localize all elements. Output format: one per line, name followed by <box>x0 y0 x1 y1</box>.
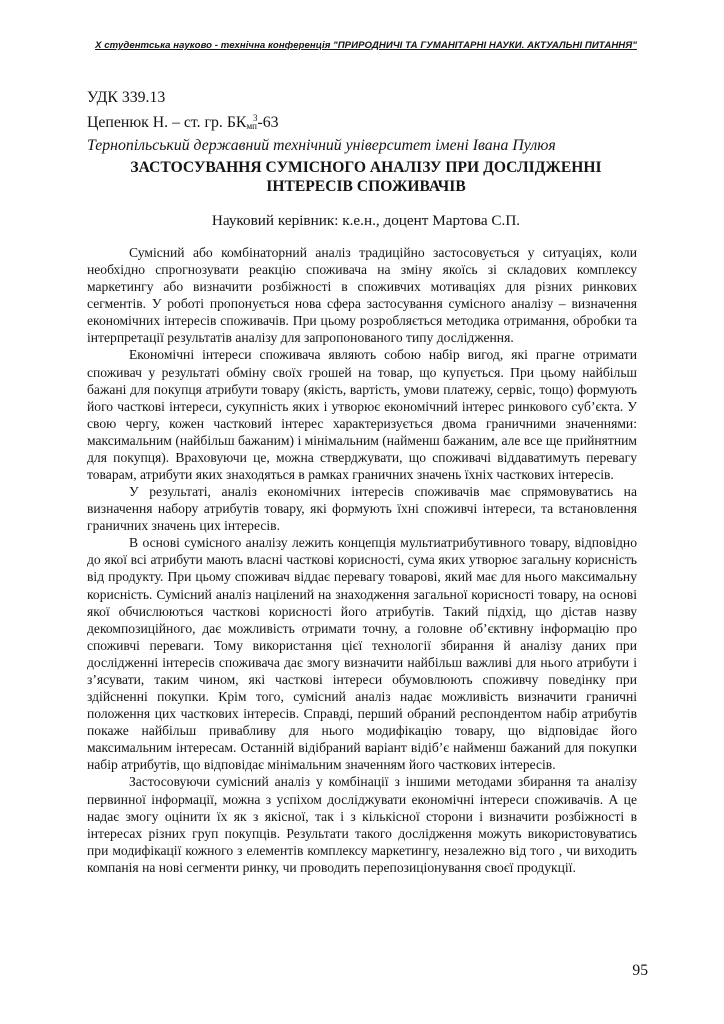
author-line <box>87 108 647 136</box>
title-line-2: ІНТЕРЕСІВ СПОЖИВАЧІВ <box>266 178 466 195</box>
scientific-advisor: Науковий керівник: к.е.н., доцент Мартова С.П. <box>211 212 521 229</box>
paragraph-4: В основі сумісного аналізу лежить концепція мультиатрибутивного товару, відповідно до якої всі атрибути мають власні часткові корисності, сума яких утворює загальну корисність від продукту. При цьому споживач віддає перевагу товарові, який має для нього максимальну корисність. Сумісний аналіз націлений на знаходження загальної корисності товару, на основі якої обчислюються часткові корисності його атрибутів. Такий підхід, що дістав назву декомпозиційного, дає можливість отримати точну, а головне об’єктивну інформацію про споживчі переваги. Тому використання цієї технології збирання й аналізу даних при дослідженні інтересів споживача дає змогу визначити найбільш важливі для нього атрибути і з’ясувати, таким чином, які часткові інтереси обумовлюють споживчу поведінку при здійсненні покупки. Крім того, сумісний аналіз надає можливість визначити граничні положення цих часткових інтересів. Справді, перший обраний респондентом набір атрибутів покаже найбільш привабливу для нього модифікацію товару, що відповідає його максимальним інтересам. Останній відібраний варіант відіб’є найменш бажаний для покупки набір атрибутів, що відповідає мінімальним значенням його часткових інтересів. <box>87 535 637 773</box>
author-group-superscript: 3 <box>252 113 258 123</box>
udc-code: УДК 339.13 <box>87 89 166 106</box>
author-name: Цепенюк Н. – ст. гр. БК <box>87 114 247 131</box>
article-body <box>87 244 637 876</box>
paragraph-3: У результаті, аналіз економічних інтересів споживачів має спрямовуватись на визначення набору атрибутів товару, які формують їхні споживчі інтереси, та встановлення граничних значень цих інтересів. <box>87 484 637 534</box>
article-meta <box>87 88 647 156</box>
author-group-subscript: мп <box>246 121 257 131</box>
paragraph-2: Економічні інтереси споживача являють собою набір вигод, які прагне отримати споживач у результаті обміну своїх грошей на товар, що купується. При цьому найбільш бажані для покупця атрибути товару (якість, вартість, умови платежу, сервіс, тощо) формують його часткові інтереси, сукупність яких і утворює економічний інтерес ринкового суб’єкта. У свою чергу, кожен частковий інтерес характеризується двома граничними значеннями: максимальним (найбільш бажаним) і мінімальним (найменш бажаним, але все ще прийнятним для покупця). Враховуючи це, можна стверджувати, що споживачі віддаватимуть перевагу товарам, атрибути яких знаходяться в рамках граничних значень їхніх часткових інтересів. <box>87 347 637 483</box>
author-group-suffix: -63 <box>257 114 279 131</box>
title-line-1: ЗАСТОСУВАННЯ СУМІСНОГО АНАЛІЗУ ПРИ ДОСЛІДЖЕННІ <box>130 159 602 176</box>
paragraph-1: Сумісний або комбінаторний аналіз традиційно застосовується у ситуаціях, коли необхідно спрогнозувати реакцію споживача на зміну якоїсь зі складових комплексу маркетингу або визначити розбіжності в споживчих мотиваціях для різних ринкових сегментів. У роботі пропонується нова сфера застосування сумісного аналізу – визначення економічних інтересів споживачів. При цьому розробляється методика отримання, обробки та інтерпретації результатів аналізу для запропонованого типу дослідження. <box>87 245 637 346</box>
article-title <box>86 158 646 196</box>
running-header: Х студентська науково - технічна конференція "ПРИРОДНИЧІ ТА ГУМАНІТАРНІ НАУКИ. АКТУАЛЬНІ ПИТАННЯ" <box>95 40 637 51</box>
page-number: 95 <box>632 962 648 979</box>
paragraph-5: Застосовуючи сумісний аналіз у комбінації з іншими методами збирання та аналізу первинної інформації, можна з успіхом досліджувати економічні інтереси споживачів. А це надає змогу оцінити їх як з якісної, так і з кількісної сторони і визначити розбіжності в інтересах різних груп покупців. Результати такого дослідження можуть використовуватись при модифікації кожного з елементів комплексу маркетингу, незалежно від того , чи виходить компанія на нові сегменти ринку, чи проводить перепозиціонування своєї продукції. <box>87 774 637 875</box>
affiliation: Тернопільський державний технічний університет імені Івана Пулюя <box>87 137 556 154</box>
